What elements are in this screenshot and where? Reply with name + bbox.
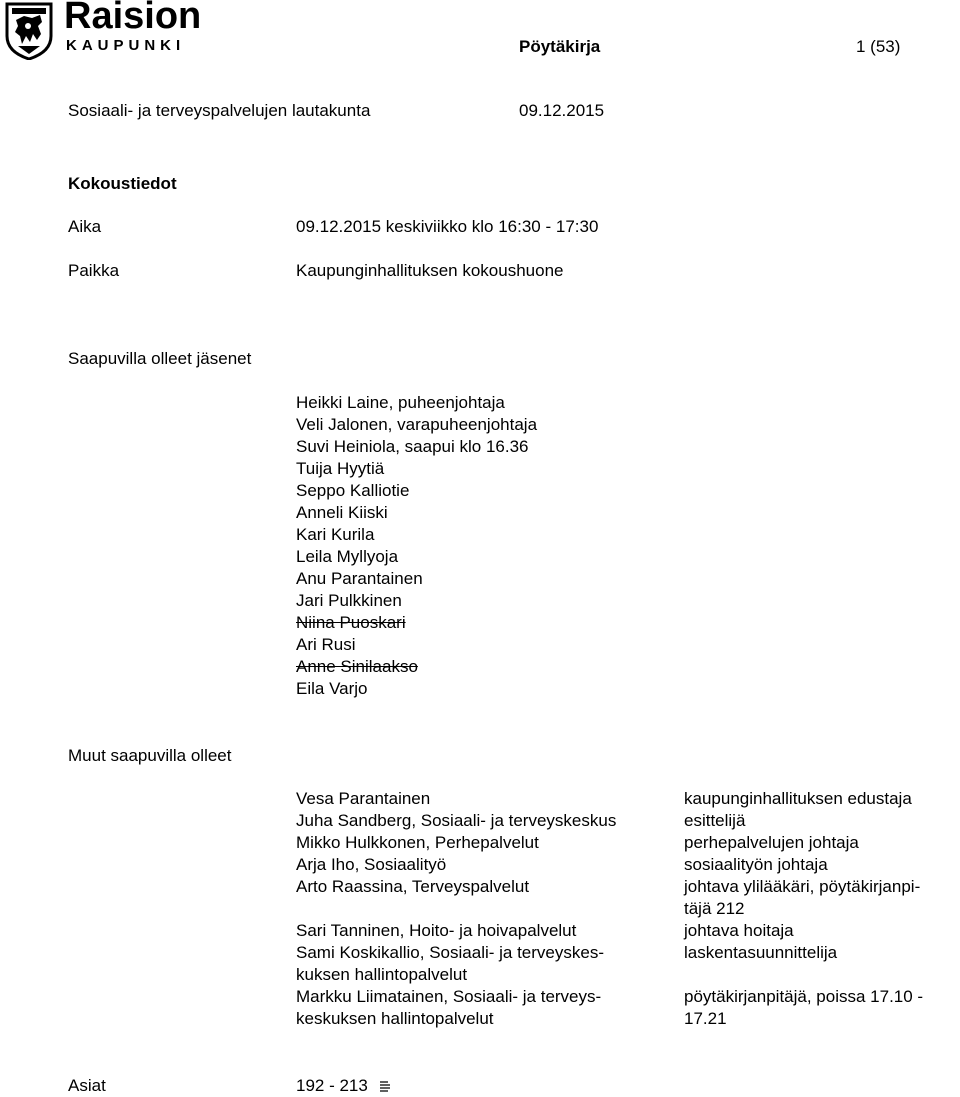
list-item: Suvi Heiniola, saapui klo 16.36 [296, 437, 529, 456]
others-role: laskentasuunnittelija [684, 943, 838, 962]
list-item: Ari Rusi [296, 635, 356, 654]
document-icon [379, 1080, 391, 1094]
time-value: 09.12.2015 keskiviikko klo 16:30 - 17:30 [296, 217, 599, 236]
others-role: täjä 212 [684, 899, 745, 918]
list-item: Anneli Kiiski [296, 503, 388, 522]
page-number: 1 (53) [856, 37, 901, 56]
time-label: Aika [68, 217, 102, 236]
others-role: esittelijä [684, 811, 746, 830]
others-name: Vesa Parantainen [296, 789, 431, 808]
others-name: keskuksen hallintopalvelut [296, 1009, 494, 1028]
committee-name: Sosiaali- ja terveyspalvelujen lautakunta [68, 101, 371, 120]
items-value: 192 - 213 [296, 1076, 368, 1095]
list-item: Jari Pulkkinen [296, 591, 402, 610]
place-value: Kaupunginhallituksen kokoushuone [296, 261, 564, 280]
others-role: johtava ylilääkäri, pöytäkirjanpi- [684, 877, 921, 896]
others-name: Mikko Hulkkonen, Perhepalvelut [296, 833, 539, 852]
logo-title: Raision [64, 0, 202, 37]
members-list [296, 392, 537, 700]
city-logo [4, 2, 244, 60]
others-label: Muut saapuvilla olleet [68, 746, 232, 765]
list-item: Leila Myllyoja [296, 547, 399, 566]
others-role: johtava hoitaja [684, 921, 794, 940]
list-item: Kari Kurila [296, 525, 375, 544]
meeting-date: 09.12.2015 [519, 101, 605, 120]
list-item-struck: Niina Puoskari [296, 613, 406, 632]
others-role: kaupunginhallituksen edustaja [684, 789, 912, 808]
list-item: Eila Varjo [296, 679, 368, 698]
city-coat-of-arms-icon [4, 2, 54, 60]
list-item: Tuija Hyytiä [296, 459, 385, 478]
others-name [296, 898, 616, 920]
list-item: Seppo Kalliotie [296, 481, 410, 500]
others-role: pöytäkirjanpitäjä, poissa 17.10 - [684, 987, 924, 1006]
others-name: Arto Raassina, Terveyspalvelut [296, 877, 530, 896]
others-role: sosiaalityön johtaja [684, 855, 828, 874]
section-heading: Kokoustiedot [68, 174, 177, 193]
others-role: 17.21 [684, 1009, 727, 1028]
others-name: Juha Sandberg, Sosiaali- ja terveyskeskus [296, 811, 617, 830]
place-label: Paikka [68, 261, 120, 280]
list-item-struck: Anne Sinilaakso [296, 657, 418, 676]
others-name: Sari Tanninen, Hoito- ja hoivapalvelut [296, 921, 577, 940]
others-roles [684, 788, 923, 1030]
others-role: perhepalvelujen johtaja [684, 833, 859, 852]
logo-subtitle: KAUPUNKI [66, 37, 186, 54]
list-item: Veli Jalonen, varapuheenjohtaja [296, 415, 538, 434]
items-label: Asiat [68, 1076, 106, 1095]
others-role [684, 964, 923, 986]
document-type: Pöytäkirja [519, 37, 601, 56]
members-label: Saapuvilla olleet jäsenet [68, 349, 252, 368]
others-name: kuksen hallintopalvelut [296, 965, 468, 984]
list-item: Heikki Laine, puheenjohtaja [296, 393, 505, 412]
others-name: Markku Liimatainen, Sosiaali- ja terveys- [296, 987, 602, 1006]
others-names [296, 788, 616, 1030]
list-item: Anu Parantainen [296, 569, 423, 588]
others-name: Arja Iho, Sosiaalityö [296, 855, 447, 874]
others-name: Sami Koskikallio, Sosiaali- ja terveyskes- [296, 943, 604, 962]
items-range [296, 1075, 391, 1097]
